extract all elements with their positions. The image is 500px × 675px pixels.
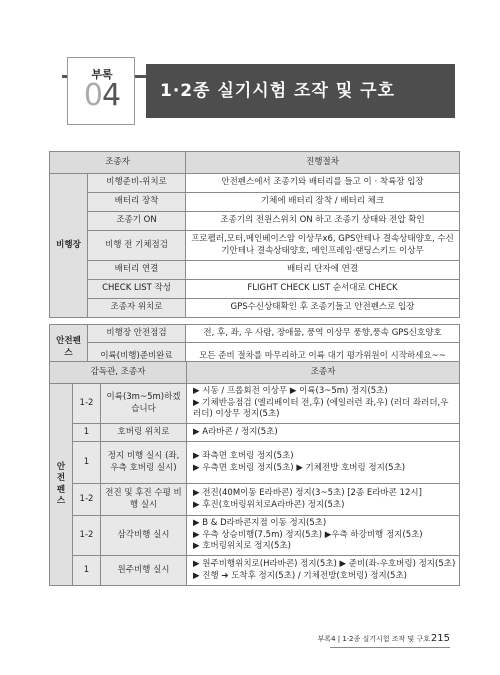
row-label: 비행 전 기체점검 (88, 231, 186, 261)
action-line: ▶ 호버링위치로 정지(5초) (193, 541, 291, 552)
table-row (50, 325, 460, 343)
row-label: 이륙(비행)준비완료 (88, 343, 186, 371)
row-label: 조종자 위치로 (88, 299, 186, 318)
action-line: ▶ 전진(40M이동 E라바콘) 정지(3~5초) [2종 E라바콘 12시] (193, 488, 422, 499)
row-label: 정지 비행 실시 (좌,우측 호버링 실시) (101, 442, 187, 484)
row-text (187, 442, 460, 484)
flight-table (49, 361, 460, 586)
appendix-badge (67, 57, 135, 125)
action-line: ▶ A라바콘 / 정지(5초) (193, 426, 278, 437)
table-row (50, 516, 460, 556)
table-row (50, 299, 460, 318)
table-row (50, 384, 460, 424)
row-label: 배터리 연결 (88, 261, 186, 280)
page-number: 215 (430, 633, 450, 644)
row-label: 이륙(3m~5m)하겠습니다 (101, 384, 187, 424)
header-pilot: 조종자 (50, 152, 186, 174)
appendix-label: 부록 (91, 68, 113, 81)
table-row (50, 442, 460, 484)
action-line: ▶ 후진(호버링위치로A라바콘) 정지(5초) (193, 499, 345, 510)
row-label: 호버링 위치로 (101, 424, 187, 442)
action-line: ▶ B & D라바콘지점 이동 정지(5초) (193, 518, 327, 529)
row-text: 전, 후, 좌, 우 사람, 장애물, 풍역 이상무 풍향,풍속 GPS신호양호 (186, 325, 460, 343)
table-header-row (50, 152, 460, 174)
row-num: 1 (73, 556, 101, 586)
spacer (50, 318, 460, 325)
row-text (187, 484, 460, 516)
row-text (187, 384, 460, 424)
row-text: 프로펠러,모터,메인베이스암 이상무x6, GPS안테나 결속상태양호, 수신기안테나 결속상태양호, 메인프레임·랜딩스키드 이상무 (186, 231, 460, 261)
row-num: 1-2 (73, 384, 101, 424)
row-text (187, 556, 460, 586)
table-row (50, 231, 460, 261)
row-label: 삼각비행 실시 (101, 516, 187, 556)
page-title: 1·2종 실기시험 조작 및 구호 (160, 81, 396, 101)
table-row (50, 212, 460, 231)
page-footer (317, 633, 450, 646)
spacer-row (50, 318, 460, 325)
category-safety-fence: 안전펜스 (50, 384, 73, 586)
row-text: FLIGHT CHECK LIST 순서대로 CHECK (186, 280, 460, 299)
table-row (50, 261, 460, 280)
footer-text: 부록4 | 1·2종 실기시험 조작 및 구호 (317, 635, 430, 643)
category-safety-fence: 안전펜스 (50, 325, 88, 371)
action-line: ▶ 원주비행위치로(H라바콘) 정지(5초) ▶ 준비(좌-우호버링) 정지(5초) (193, 559, 456, 570)
table-row (50, 556, 460, 586)
row-text: 배터리 단자에 연결 (186, 261, 460, 280)
row-text: 조종기의 전원스위치 ON 하고 조종기 상태와 전압 확인 (186, 212, 460, 231)
row-label: 배터리 장착 (88, 193, 186, 212)
row-text: GPS수신상태확인 후 조종기들고 안전펜스로 입장 (186, 299, 460, 318)
action-line: ▶ 우측 상승비행(7.5m) 정지(5초) ▶우측 하강비행 정지(5초) (193, 529, 423, 540)
table-row (50, 174, 460, 193)
category-airfield: 비행장 (50, 174, 88, 318)
row-label: 조종기 ON (88, 212, 186, 231)
appendix-number-zero: 0 (83, 78, 102, 113)
action-line: ▶ 진행 ➔ 도착후 정지(5초) / 기체전방(호버링) 정지(5초) (193, 570, 407, 581)
action-line: ▶ 기체반응점검 (엘리베이터 전,후) (에일러런 좌,우) (러더 좌러더,우러더) 이상무 정지(5초) (193, 397, 449, 420)
row-num: 1 (73, 424, 101, 442)
header-pilot-actions: 조종자 (187, 362, 460, 384)
table-row (50, 424, 460, 442)
procedure-table (49, 151, 460, 371)
row-text (187, 516, 460, 556)
row-label: 비행준비-위치로 (88, 174, 186, 193)
header-procedure: 진행절차 (186, 152, 460, 174)
table-row (50, 193, 460, 212)
table-header-row (50, 362, 460, 384)
action-line: ▶ 시동 / 프롭회전 이상무 ▶ 이륙(3~5m) 정지(5초) (193, 386, 388, 397)
row-label: 비행장 안전점검 (88, 325, 186, 343)
row-label: CHECK LIST 작성 (88, 280, 186, 299)
row-text: 모든 준비 절차를 마무리하고 이륙 대기 평가위원이 시작하세요~~ (186, 343, 460, 371)
row-label: 원주비행 실시 (101, 556, 187, 586)
row-text (187, 424, 460, 442)
action-line: ▶ 우측면 호버링 정지(5초) ▶ 기체전방 호버링 정지(5초) (193, 462, 406, 473)
action-line: ▶ 좌측면 호버링 정지(5초) (193, 451, 294, 462)
appendix-number-digit: 4 (102, 78, 121, 113)
row-text: 기체에 배터리 장착 / 배터리 체크 (186, 193, 460, 212)
appendix-number (68, 78, 136, 113)
footer-rule (330, 647, 450, 648)
table-row (50, 280, 460, 299)
row-label: 전진 및 후진 수평 비행 실시 (101, 484, 187, 516)
row-num: 1 (73, 442, 101, 484)
header-inspector: 감독관, 조종자 (50, 362, 187, 384)
table-row (50, 484, 460, 516)
row-num: 1-2 (73, 516, 101, 556)
row-text: 안전펜스에서 조종기와 배터리를 들고 이 · 착륙장 입장 (186, 174, 460, 193)
row-num: 1-2 (73, 484, 101, 516)
